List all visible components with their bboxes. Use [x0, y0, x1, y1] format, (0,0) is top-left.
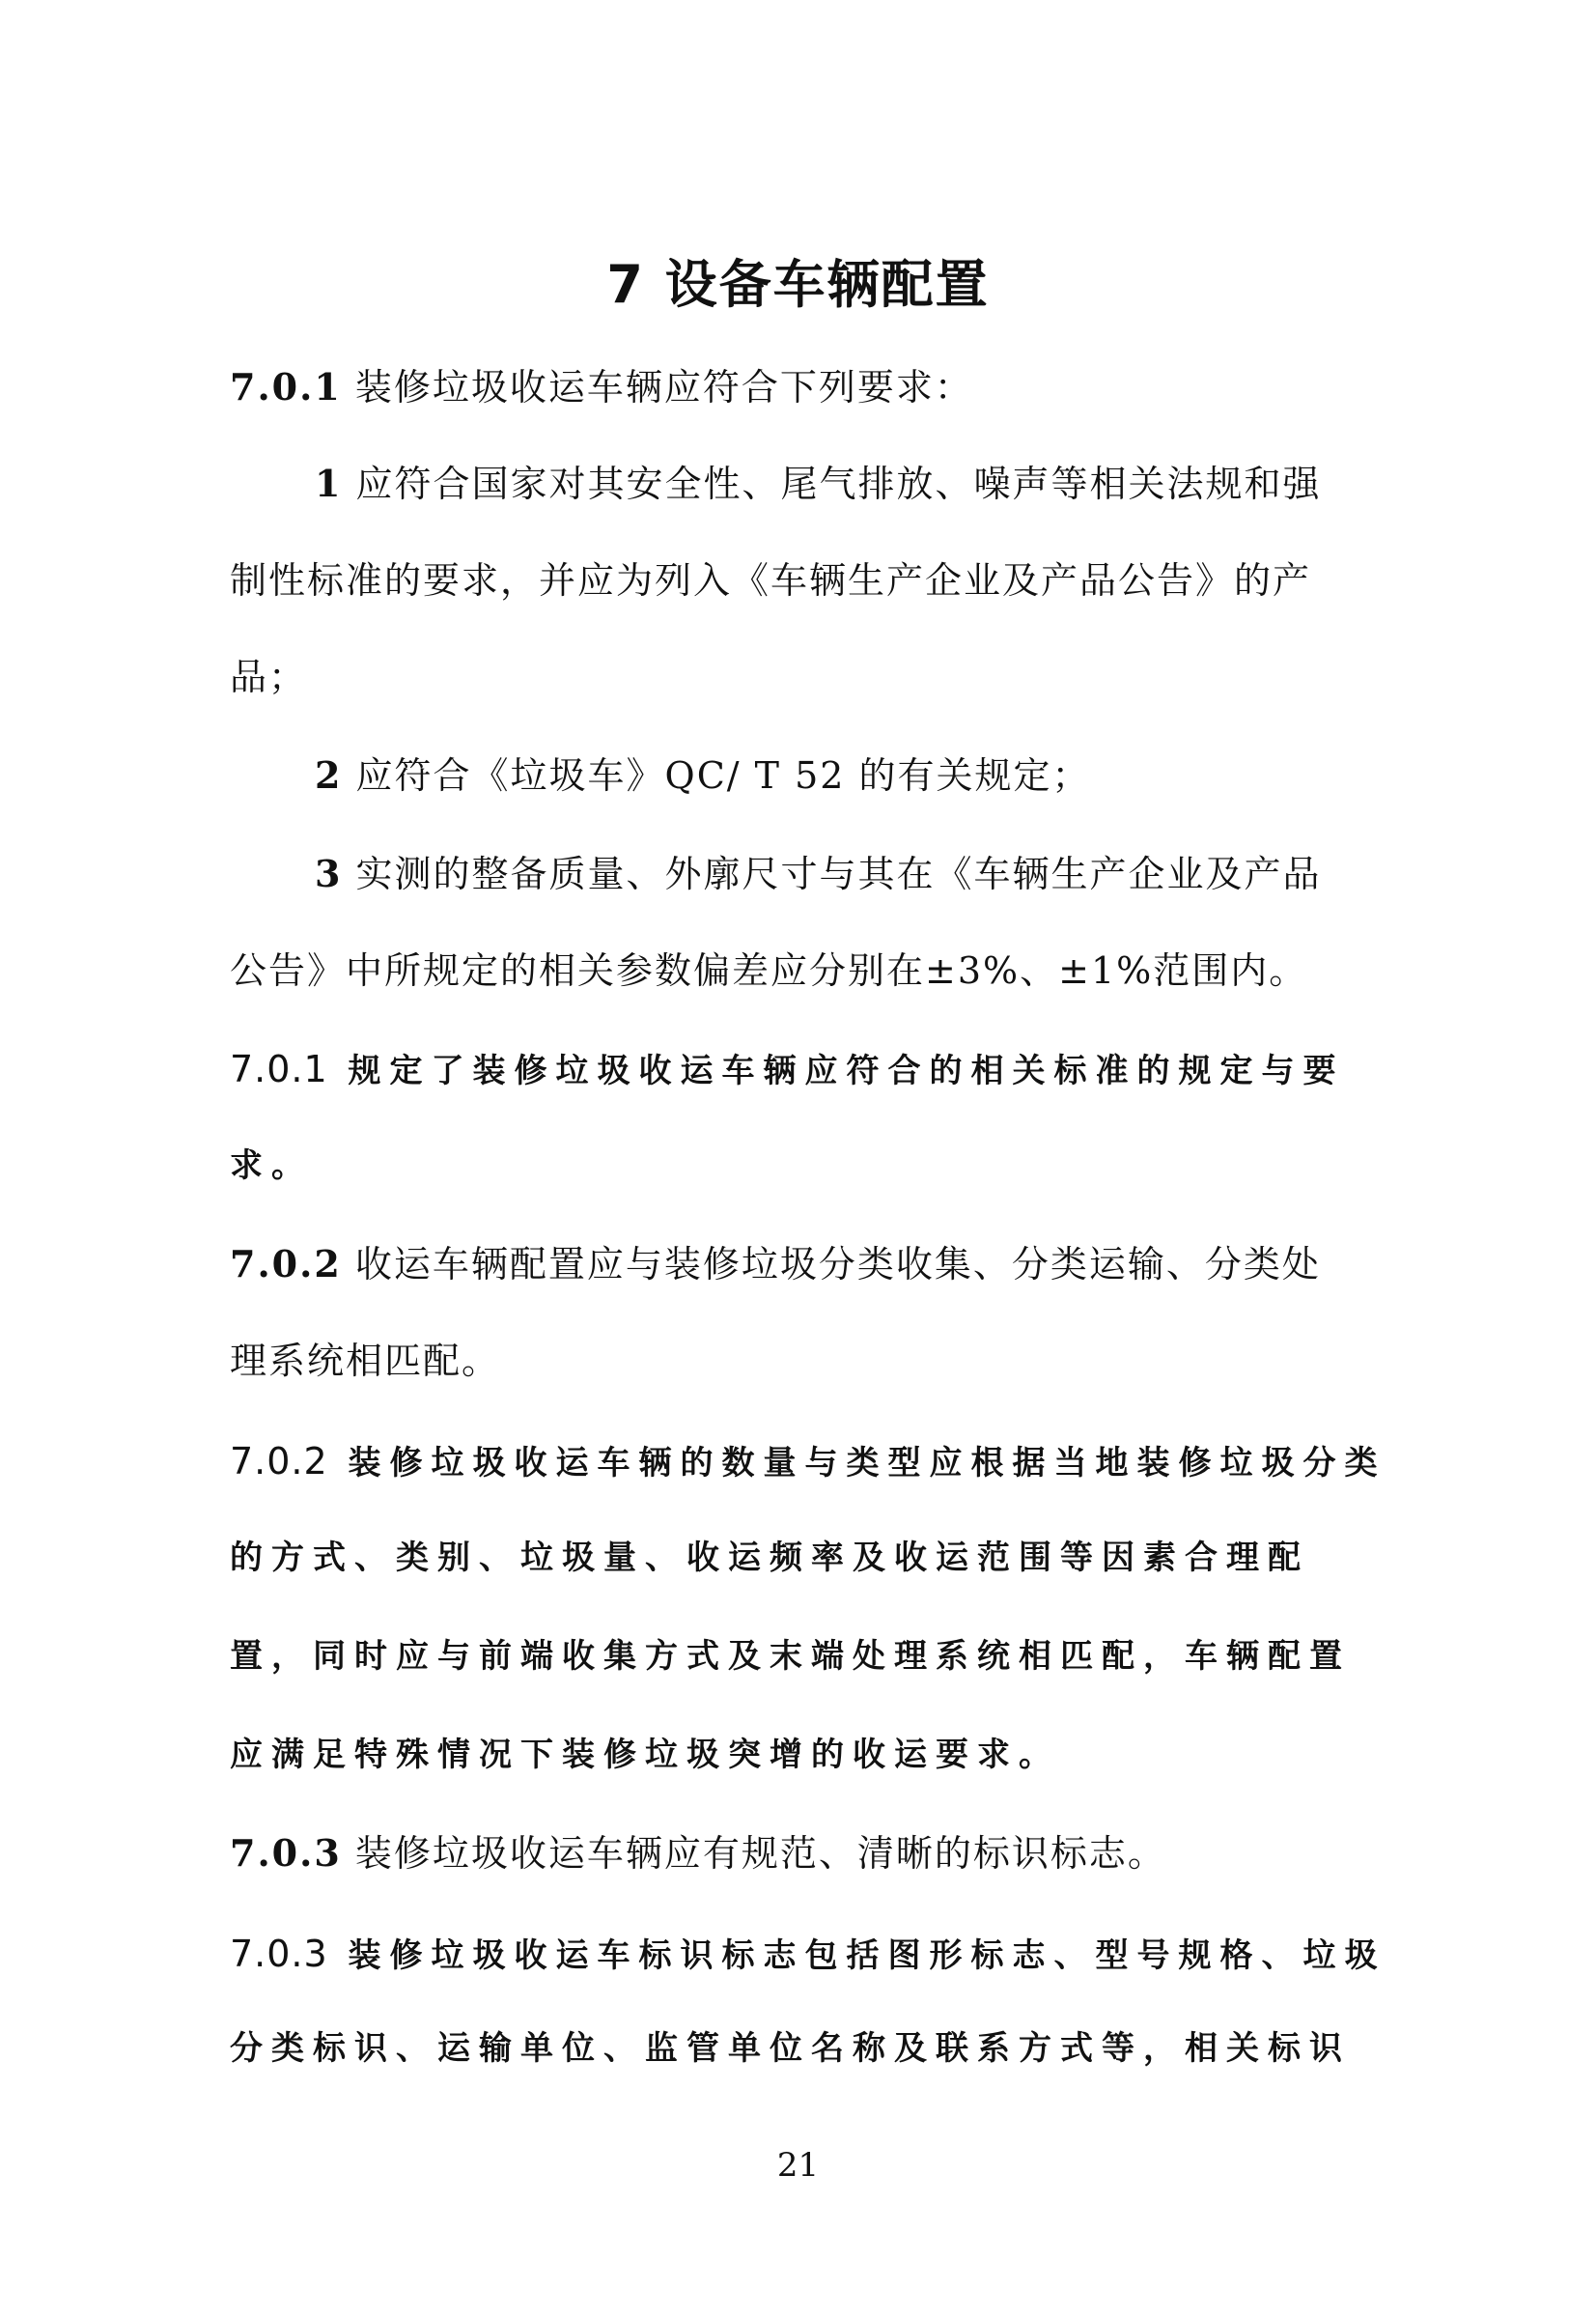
explanation-7-0-2-line-4: 应满足特殊情况下装修垃圾突增的收运要求。 — [230, 1736, 1060, 1774]
clause-7-0-2-line-1 — [230, 1242, 1398, 1285]
page-number: 21 — [776, 2146, 820, 2185]
chapter-title: 7 设备车辆配置 — [606, 254, 990, 315]
clause-number: 7.0.2 — [230, 1242, 342, 1285]
item-text: 应符合《垃圾车》QC/ T 52 的有关规定； — [355, 754, 1091, 797]
clause-text: 装修垃圾收运车辆应有规范、清晰的标识标志。 — [354, 1832, 1166, 1875]
explanation-number: 7.0.3 — [230, 1933, 328, 1975]
explanation-text: 装修垃圾收运车标识标志包括图形标志、型号规格、垃圾 — [348, 1936, 1386, 1975]
item-3-line-2: 公告》中所规定的相关参数偏差应分别在±3%、±1%范围内。 — [230, 949, 1308, 992]
explanation-text: 规定了装修垃圾收运车辆应符合的相关标准的规定与要 — [348, 1052, 1345, 1090]
explanation-text: 装修垃圾收运车辆的数量与类型应根据当地装修垃圾分类 — [348, 1444, 1386, 1483]
explanation-7-0-2-line-2: 的方式、类别、垃圾量、收运频率及收运范围等因素合理配 — [230, 1539, 1309, 1577]
explanation-7-0-3-line-1 — [230, 1933, 1398, 1975]
clause-text: 装修垃圾收运车辆应符合下列要求： — [354, 366, 973, 409]
clause-7-0-3-line-1 — [230, 1831, 1398, 1875]
item-1-line-1 — [315, 462, 1398, 505]
item-1-line-2: 制性标准的要求，并应为列入《车辆生产企业及产品公告》的产 — [230, 559, 1312, 602]
explanation-number: 7.0.2 — [230, 1440, 328, 1483]
explanation-number: 7.0.1 — [230, 1048, 328, 1090]
explanation-7-0-2-line-1 — [230, 1440, 1398, 1483]
item-text: 应符合国家对其安全性、尾气排放、噪声等相关法规和强 — [355, 463, 1322, 505]
explanation-7-0-1-line-2: 求。 — [230, 1146, 313, 1185]
item-1-line-3: 品； — [230, 656, 308, 698]
clause-number: 7.0.3 — [230, 1831, 342, 1875]
clause-number: 7.0.1 — [230, 365, 342, 409]
clause-7-0-2-line-2: 理系统相匹配。 — [230, 1340, 501, 1382]
item-3-line-1 — [315, 852, 1398, 895]
item-number: 3 — [315, 852, 343, 895]
explanation-7-0-2-line-3: 置，同时应与前端收集方式及末端处理系统相匹配，车辆配置 — [230, 1637, 1351, 1676]
explanation-7-0-3-line-2: 分类标识、运输单位、监管单位名称及联系方式等，相关标识 — [230, 2029, 1351, 2068]
item-number: 2 — [315, 753, 343, 797]
item-number: 1 — [315, 462, 343, 505]
explanation-7-0-1-line-1 — [230, 1048, 1398, 1090]
clause-7-0-1 — [230, 365, 1398, 409]
clause-text: 收运车辆配置应与装修垃圾分类收集、分类运输、分类处 — [354, 1243, 1321, 1285]
item-text: 实测的整备质量、外廓尺寸与其在《车辆生产企业及产品 — [355, 853, 1322, 895]
item-2-line-1 — [315, 753, 1398, 797]
